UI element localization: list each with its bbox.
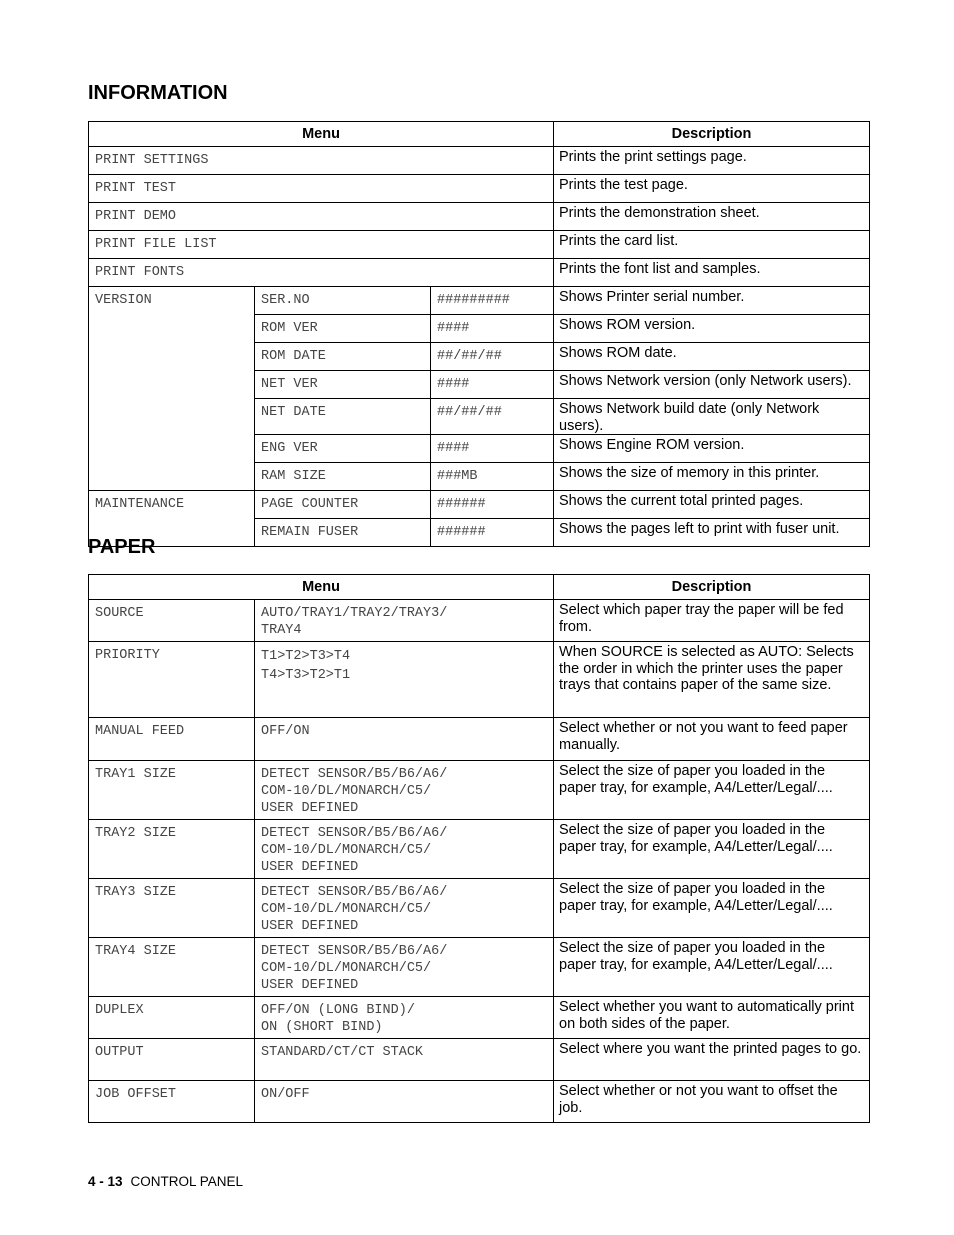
submenu-cell: NET DATE xyxy=(255,399,431,435)
menu-cell: TRAY3 SIZE xyxy=(89,879,255,938)
menu-cell: PRINT FILE LIST xyxy=(89,231,554,259)
options-cell: T1>T2>T3>T4 T4>T3>T2>T1 xyxy=(255,642,554,718)
table-row xyxy=(89,203,870,231)
value-cell: #### xyxy=(431,315,554,343)
table-row xyxy=(89,147,870,175)
description-cell: Prints the demonstration sheet. xyxy=(554,203,870,231)
submenu-cell: REMAIN FUSER xyxy=(255,519,431,547)
description-cell: Shows the current total printed pages. xyxy=(554,491,870,519)
submenu-cell: ROM VER xyxy=(255,315,431,343)
description-cell: Select whether you want to automatically print on both sides of the paper. xyxy=(554,997,870,1039)
table-row xyxy=(89,491,870,519)
section-title: CONTROL PANEL xyxy=(130,1174,244,1189)
options-cell: DETECT SENSOR/B5/B6/A6/ COM-10/DL/MONARCH/C5/ USER DEFINED xyxy=(255,820,554,879)
description-cell: Select which paper tray the paper will be fed from. xyxy=(554,600,870,642)
menu-cell: TRAY2 SIZE xyxy=(89,820,255,879)
value-cell: ##/##/## xyxy=(431,399,554,435)
submenu-cell: SER.NO xyxy=(255,287,431,315)
menu-cell: PRINT SETTINGS xyxy=(89,147,554,175)
menu-cell: JOB OFFSET xyxy=(89,1081,255,1123)
description-cell: Shows Network build date (only Network users). xyxy=(554,399,870,435)
description-cell: Shows ROM version. xyxy=(554,315,870,343)
description-cell: Prints the test page. xyxy=(554,175,870,203)
table-row xyxy=(89,879,870,938)
options-cell: DETECT SENSOR/B5/B6/A6/ COM-10/DL/MONARCH/C5/ USER DEFINED xyxy=(255,761,554,820)
table-row xyxy=(89,997,870,1039)
description-cell: Select whether or not you want to feed paper manually. xyxy=(554,718,870,761)
table-row xyxy=(89,718,870,761)
table-row xyxy=(89,761,870,820)
description-cell: Select where you want the printed pages to go. xyxy=(554,1039,870,1081)
value-cell: ###### xyxy=(431,491,554,519)
value-cell: ###MB xyxy=(431,463,554,491)
submenu-cell: ROM DATE xyxy=(255,343,431,371)
description-cell: When SOURCE is selected as AUTO: Selects the order in which the printer uses the paper trays that contains paper of the same size. xyxy=(554,642,870,718)
description-cell: Select the size of paper you loaded in the paper tray, for example, A4/Letter/Legal/.... xyxy=(554,879,870,938)
table-header-row xyxy=(89,122,870,147)
table-row xyxy=(89,600,870,642)
table-row xyxy=(89,287,870,315)
menu-cell: TRAY1 SIZE xyxy=(89,761,255,820)
options-cell: OFF/ON (LONG BIND)/ ON (SHORT BIND) xyxy=(255,997,554,1039)
page-number: 4 - 13 xyxy=(88,1174,123,1189)
table-row xyxy=(89,175,870,203)
value-cell: ######### xyxy=(431,287,554,315)
description-cell: Shows ROM date. xyxy=(554,343,870,371)
menu-cell: DUPLEX xyxy=(89,997,255,1039)
options-cell: DETECT SENSOR/B5/B6/A6/ COM-10/DL/MONARCH/C5/ USER DEFINED xyxy=(255,938,554,997)
description-cell: Prints the font list and samples. xyxy=(554,259,870,287)
table-row xyxy=(89,259,870,287)
table-row xyxy=(89,1039,870,1081)
table-header-row xyxy=(89,575,870,600)
table-row xyxy=(89,938,870,997)
description-cell: Select the size of paper you loaded in the paper tray, for example, A4/Letter/Legal/.... xyxy=(554,938,870,997)
description-cell: Shows Engine ROM version. xyxy=(554,435,870,463)
menu-cell: PRINT DEMO xyxy=(89,203,554,231)
information-heading: INFORMATION xyxy=(88,82,228,104)
description-cell: Prints the card list. xyxy=(554,231,870,259)
menu-cell: TRAY4 SIZE xyxy=(89,938,255,997)
description-cell: Prints the print settings page. xyxy=(554,147,870,175)
page-footer xyxy=(88,1174,243,1189)
paper-heading: PAPER xyxy=(88,536,156,558)
menu-cell: PRIORITY xyxy=(89,642,255,718)
menu-cell: PRINT TEST xyxy=(89,175,554,203)
description-cell: Shows the size of memory in this printer. xyxy=(554,463,870,491)
options-cell: DETECT SENSOR/B5/B6/A6/ COM-10/DL/MONARCH/C5/ USER DEFINED xyxy=(255,879,554,938)
options-cell: STANDARD/CT/CT STACK xyxy=(255,1039,554,1081)
information-table xyxy=(88,121,870,547)
submenu-cell: PAGE COUNTER xyxy=(255,491,431,519)
menu-cell: PRINT FONTS xyxy=(89,259,554,287)
value-cell: #### xyxy=(431,435,554,463)
description-cell: Select whether or not you want to offset the job. xyxy=(554,1081,870,1123)
description-cell: Shows the pages left to print with fuser unit. xyxy=(554,519,870,547)
paper-table xyxy=(88,574,870,1123)
options-cell: AUTO/TRAY1/TRAY2/TRAY3/ TRAY4 xyxy=(255,600,554,642)
menu-cell: MANUAL FEED xyxy=(89,718,255,761)
description-header: Description xyxy=(554,122,870,147)
table-row xyxy=(89,642,870,718)
options-cell: ON/OFF xyxy=(255,1081,554,1123)
table-row xyxy=(89,820,870,879)
options-cell: OFF/ON xyxy=(255,718,554,761)
description-cell: Select the size of paper you loaded in the paper tray, for example, A4/Letter/Legal/.... xyxy=(554,820,870,879)
description-header: Description xyxy=(554,575,870,600)
submenu-cell: NET VER xyxy=(255,371,431,399)
table-row xyxy=(89,231,870,259)
description-cell: Shows Printer serial number. xyxy=(554,287,870,315)
value-cell: ##/##/## xyxy=(431,343,554,371)
menu-cell: SOURCE xyxy=(89,600,255,642)
version-group-cell: VERSION xyxy=(89,287,255,491)
menu-header: Menu xyxy=(89,575,554,600)
description-cell: Select the size of paper you loaded in the paper tray, for example, A4/Letter/Legal/.... xyxy=(554,761,870,820)
submenu-cell: ENG VER xyxy=(255,435,431,463)
value-cell: ###### xyxy=(431,519,554,547)
table-row xyxy=(89,1081,870,1123)
menu-cell: OUTPUT xyxy=(89,1039,255,1081)
menu-header: Menu xyxy=(89,122,554,147)
value-cell: #### xyxy=(431,371,554,399)
submenu-cell: RAM SIZE xyxy=(255,463,431,491)
description-cell: Shows Network version (only Network users). xyxy=(554,371,870,399)
maintenance-group-cell: MAINTENANCE xyxy=(89,491,255,547)
